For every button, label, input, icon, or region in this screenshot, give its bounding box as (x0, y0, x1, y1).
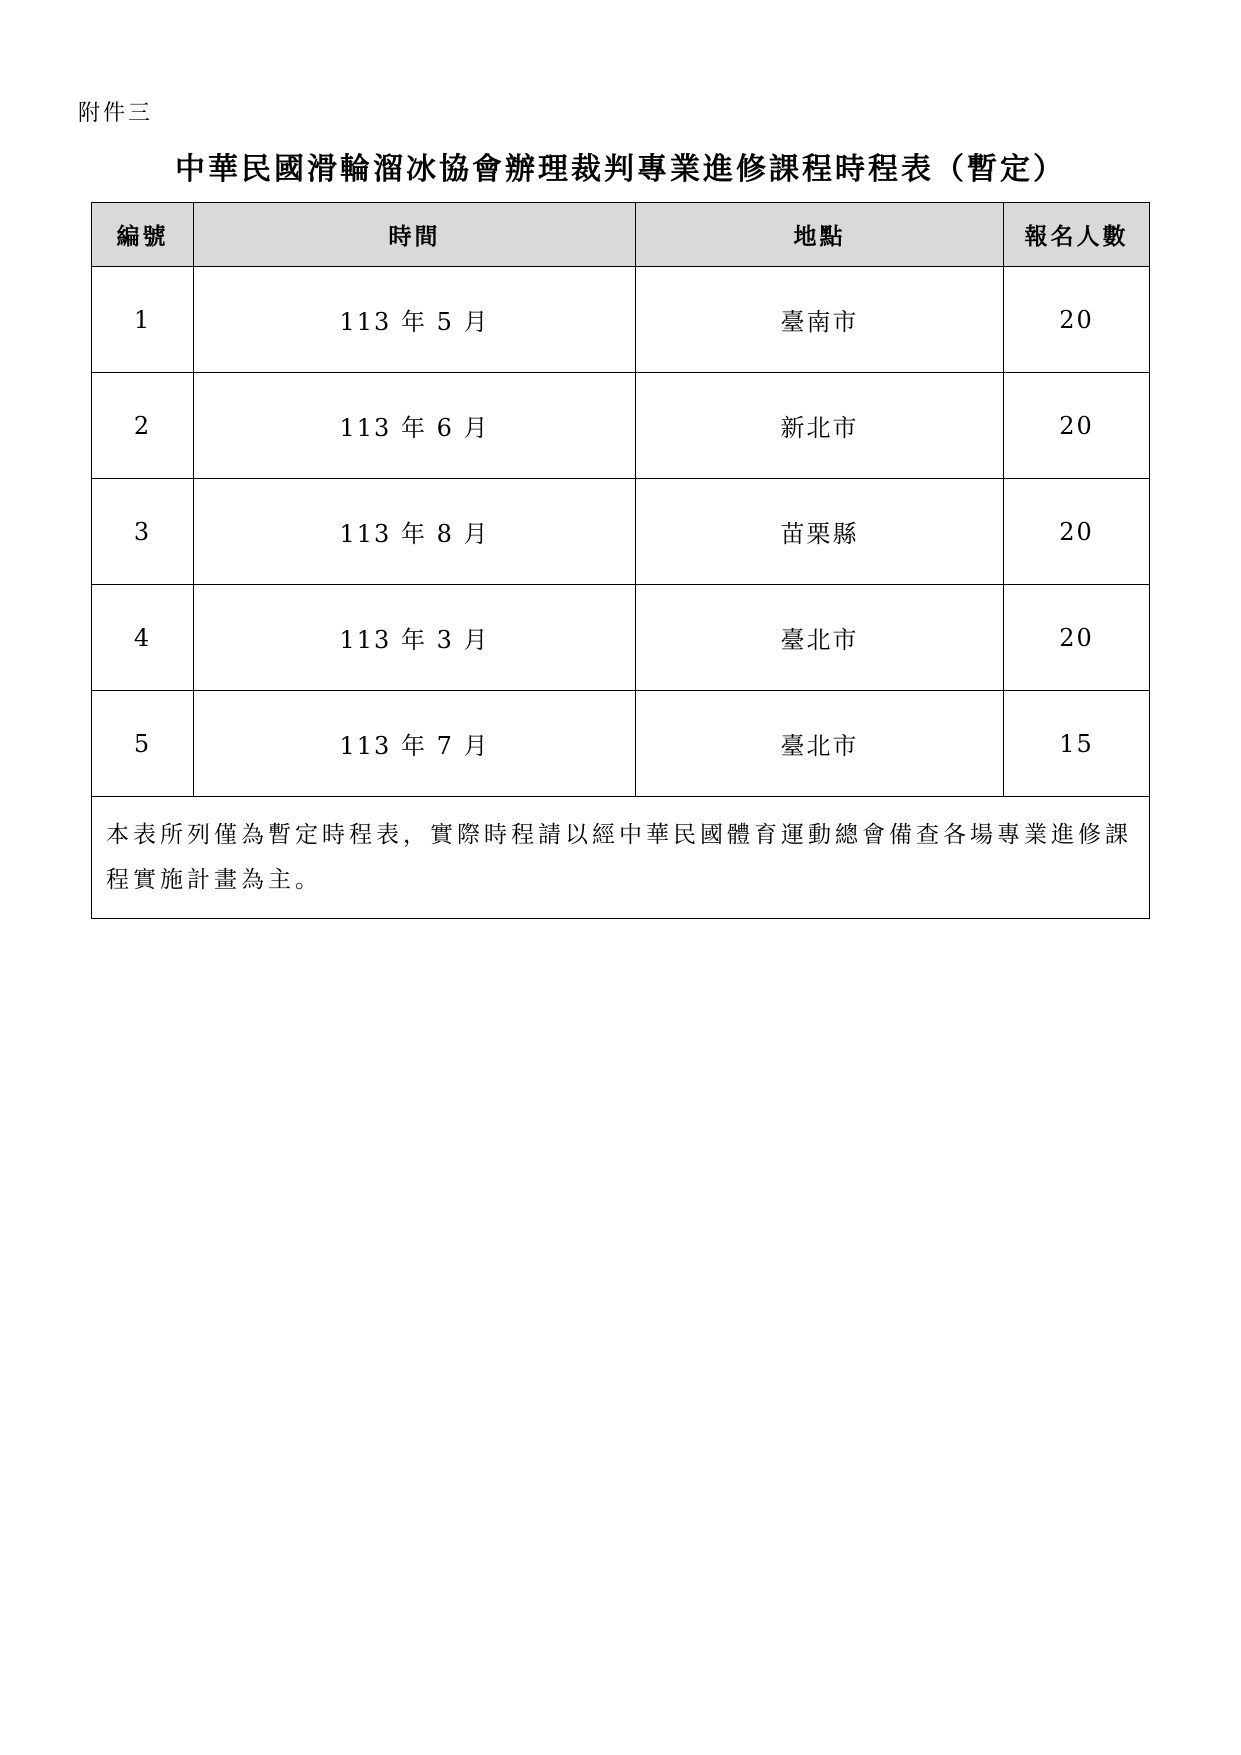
cell-count: 20 (1004, 479, 1150, 585)
attachment-label: 附件三 (78, 101, 154, 126)
cell-count: 20 (1004, 585, 1150, 691)
table-row (92, 373, 1150, 479)
cell-no: 5 (92, 691, 194, 797)
table-row (92, 585, 1150, 691)
table-header-row (92, 203, 1150, 267)
cell-time: 113 年 6 月 (194, 373, 636, 479)
cell-time: 113 年 5 月 (194, 267, 636, 373)
table-row (92, 479, 1150, 585)
cell-count: 15 (1004, 691, 1150, 797)
cell-location: 新北市 (636, 373, 1004, 479)
header-count: 報名人數 (1004, 203, 1150, 267)
table-row (92, 267, 1150, 373)
table-note: 本表所列僅為暫定時程表，實際時程請以經中華民國體育運動總會備查各場專業進修課程實施計畫為主。 (92, 797, 1150, 919)
cell-location: 臺北市 (636, 691, 1004, 797)
cell-time: 113 年 7 月 (194, 691, 636, 797)
document-title: 中華民國滑輪溜冰協會辦理裁判專業進修課程時程表（暫定） (175, 152, 1066, 187)
cell-no: 4 (92, 585, 194, 691)
cell-location: 苗栗縣 (636, 479, 1004, 585)
header-no: 編號 (92, 203, 194, 267)
cell-location: 臺北市 (636, 585, 1004, 691)
cell-no: 2 (92, 373, 194, 479)
schedule-table (91, 202, 1150, 919)
cell-location: 臺南市 (636, 267, 1004, 373)
table-note-row (92, 797, 1150, 919)
cell-time: 113 年 8 月 (194, 479, 636, 585)
cell-time: 113 年 3 月 (194, 585, 636, 691)
cell-no: 3 (92, 479, 194, 585)
table-row (92, 691, 1150, 797)
cell-no: 1 (92, 267, 194, 373)
header-location: 地點 (636, 203, 1004, 267)
cell-count: 20 (1004, 267, 1150, 373)
header-time: 時間 (194, 203, 636, 267)
cell-count: 20 (1004, 373, 1150, 479)
